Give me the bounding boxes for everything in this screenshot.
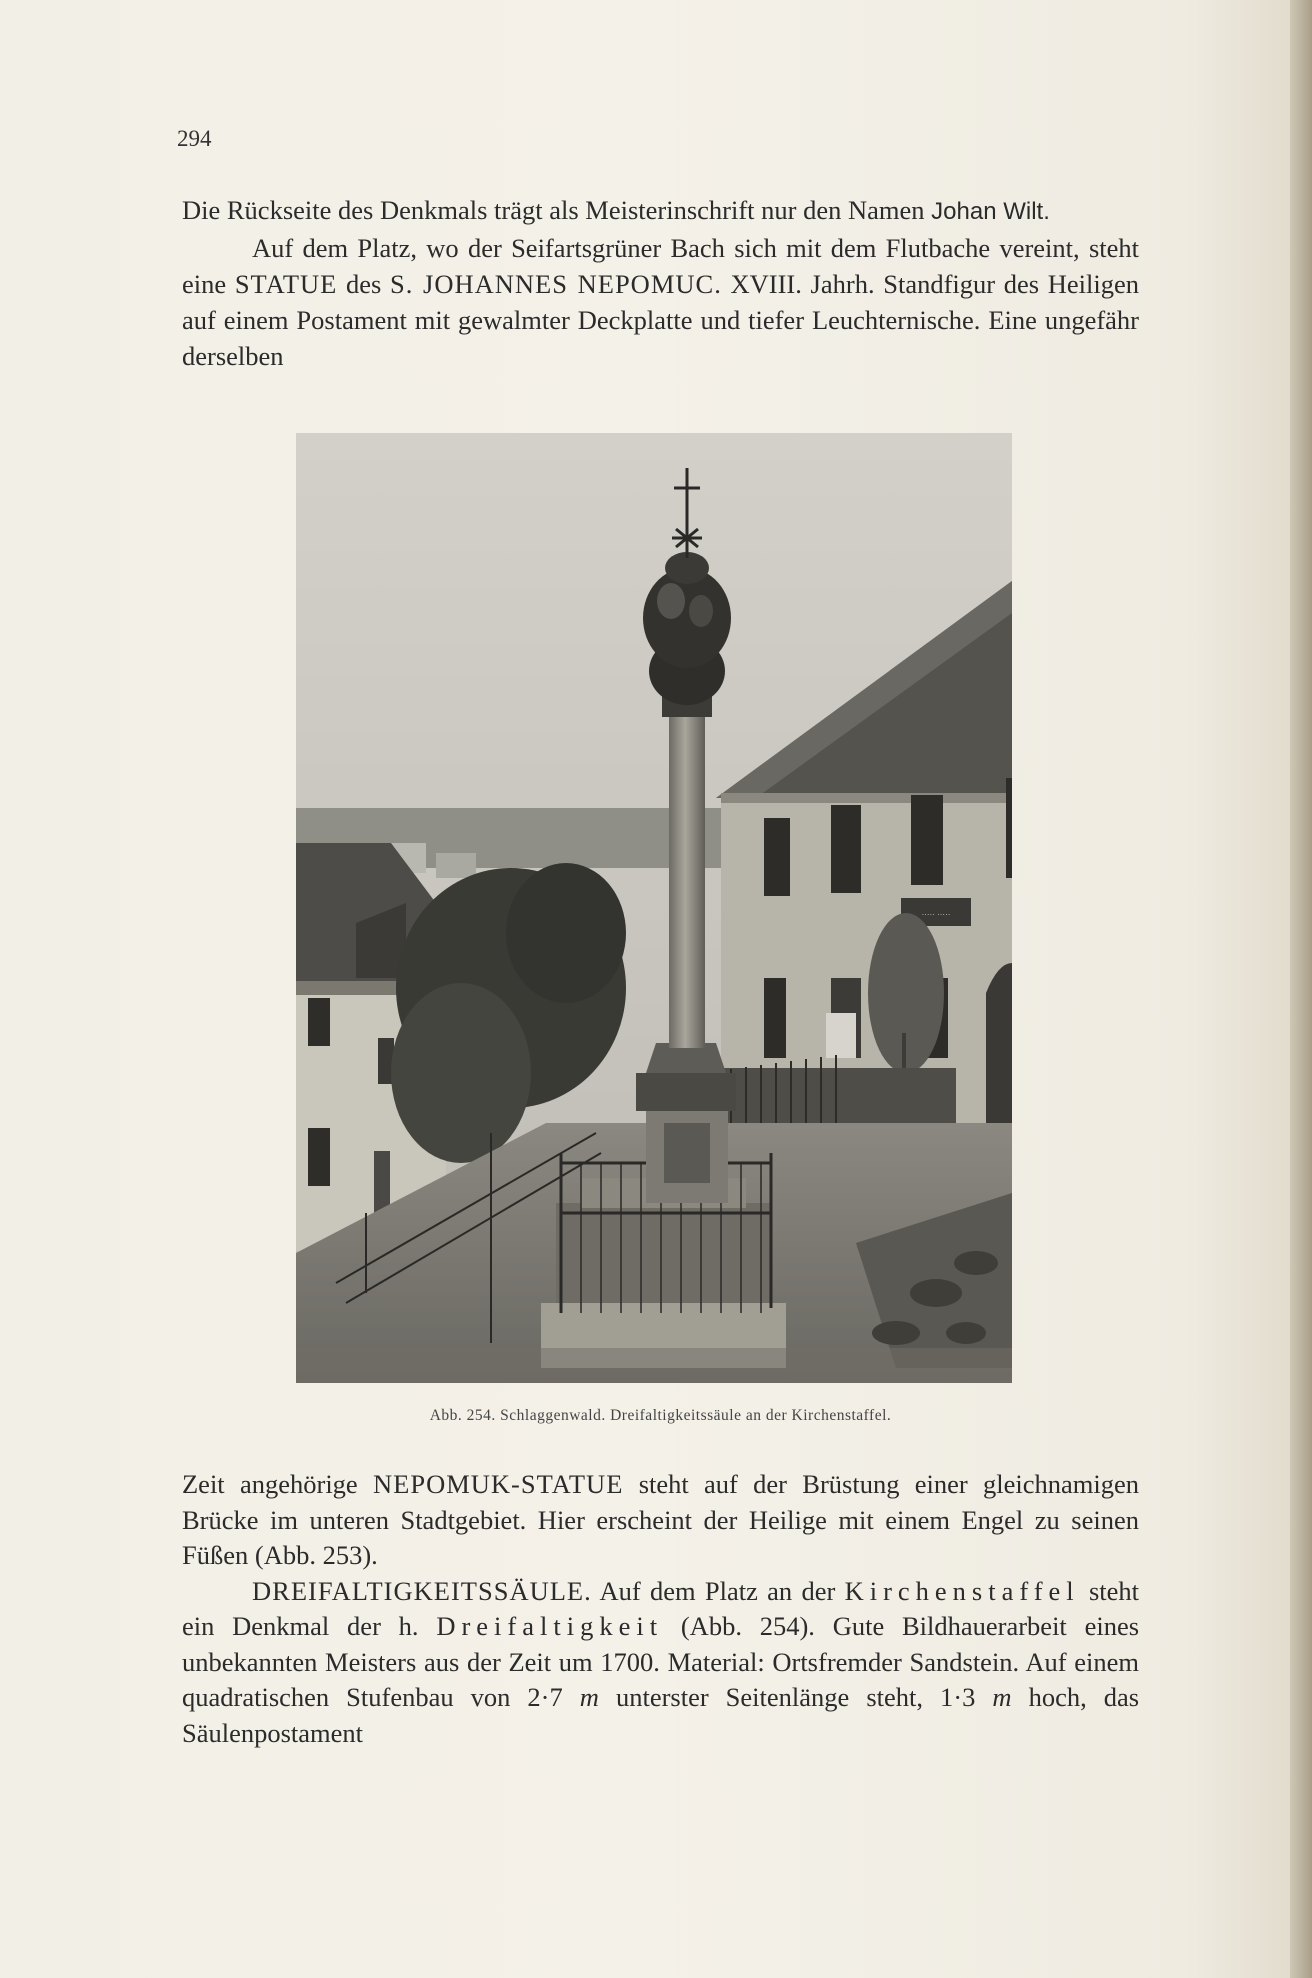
saint-name: S. JOHANNES NEPOMUC. xyxy=(390,269,722,299)
kirchenstaffel-term: Kirchenstaffel xyxy=(844,1575,1080,1606)
paragraph-4-b: steht ein Denkmal der h. xyxy=(182,1575,1140,1641)
figure-caption: Abb. 254. Schlaggenwald. Dreifaltigkeitssäule an der Kirchenstaffel. xyxy=(429,1407,892,1424)
paragraph-4 xyxy=(182,1574,1139,1752)
paragraph-4-a: Auf dem Platz an der xyxy=(599,1575,836,1606)
unit-meter-1: m xyxy=(579,1682,599,1712)
statue-heading: STATUE xyxy=(234,269,338,299)
nepomuk-statue-heading: NEPOMUK-STATUE xyxy=(373,1469,624,1499)
master-name: Johan Wilt. xyxy=(931,198,1050,225)
house-sign-text: ····· ····· xyxy=(921,910,951,919)
paragraph-3-end: steht auf der Brüstung einer gleichnamigen Brücke im unteren Stadtgebiet. Hier erscheint der Heilige mit einem Engel zu seinen Füßen (Abb. 253). xyxy=(182,1469,1140,1570)
paragraph-2-end: XVIII. Jahrh. Standfigur des Heiligen auf einem Postament mit gewalmter Deckplatte und tiefer Leuchternische. Eine ungefähr derselben xyxy=(182,269,1140,371)
text-block-bottom xyxy=(182,1467,1139,1751)
page-edge xyxy=(1290,0,1312,1978)
paragraph-1-text: Die Rückseite des Denkmals trägt als Meisterinschrift nur den Namen xyxy=(182,195,925,225)
paragraph-2-mid: des xyxy=(346,269,382,299)
text-block-top xyxy=(182,192,1139,374)
paragraph-4-c: (Abb. 254). Gute Bildhauerarbeit eines unbekannten Meisters aus der Zeit um 1700. Material: Ortsfremder Sandstein. Auf einem quadratischen Stufenbau von 2·7 xyxy=(182,1611,1140,1712)
paragraph-1 xyxy=(182,192,1139,230)
paragraph-2 xyxy=(182,230,1139,374)
trinity-column-heading: DREIFALTIGKEITSSÄULE. xyxy=(252,1575,592,1606)
page-number: 294 xyxy=(177,126,212,151)
paragraph-4-e: hoch, das Säulenpostament xyxy=(182,1682,1140,1748)
unit-meter-2: m xyxy=(992,1682,1012,1712)
photograph-trinity-column xyxy=(296,433,1012,1383)
paragraph-4-d: unterster Seitenlänge steht, 1·3 xyxy=(615,1682,976,1712)
paragraph-2-start: Auf dem Platz, wo der Seifartsgrüner Bach sich mit dem Flutbache vereint, steht eine xyxy=(182,233,1139,299)
paragraph-3-start: Zeit angehörige xyxy=(182,1469,358,1499)
paragraph-3 xyxy=(182,1467,1139,1574)
dreifaltigkeit-term: Dreifaltigkeit xyxy=(436,1611,664,1641)
